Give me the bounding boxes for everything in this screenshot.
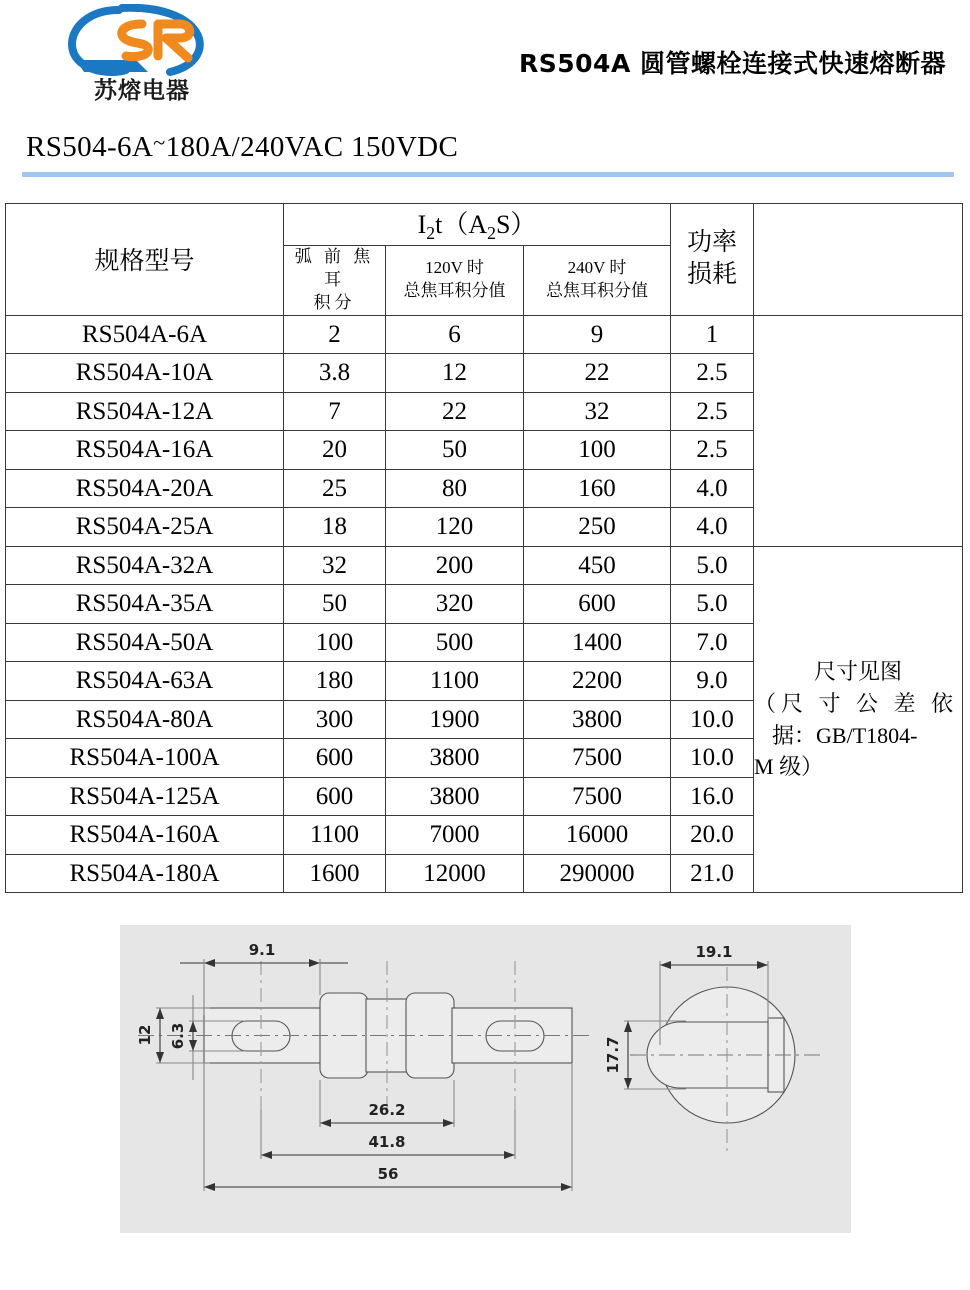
i2t-exp2: 2 <box>487 223 496 244</box>
cell-power-value: 5.0 <box>671 546 754 585</box>
cell-240v-value: 32 <box>524 392 671 431</box>
power-loss-line2: 损耗 <box>687 261 738 289</box>
cell-120v-value: 1900 <box>386 700 524 739</box>
cell-power-value: 2.5 <box>671 431 754 470</box>
v120-line2: 总焦耳积分值 <box>403 281 506 301</box>
pre-arc-line1: 弧 前 焦 耳 <box>294 247 375 289</box>
cell-power-value: 9.0 <box>671 662 754 701</box>
v120-line1: 120V 时 <box>425 258 484 278</box>
table-row <box>6 546 963 585</box>
product-range-subtitle <box>26 130 458 164</box>
cell-power-value: 4.0 <box>671 508 754 547</box>
cell-pre-arc-value: 1600 <box>284 854 386 893</box>
cell-pre-arc-value: 1100 <box>284 816 386 855</box>
dimension-note-line2: （尺 寸 公 差 依 <box>754 690 959 716</box>
cell-model-value: RS504A-63A <box>6 662 284 701</box>
v240-line2: 总焦耳积分值 <box>546 281 649 301</box>
pre-arc-line2: 积分 <box>313 292 356 312</box>
page-title: RS504A 圆管螺栓连接式快速熔断器 <box>519 49 946 78</box>
cell-120v-value: 22 <box>386 392 524 431</box>
cell-120v-value: 50 <box>386 431 524 470</box>
cell-pre-arc-value: 3.8 <box>284 354 386 393</box>
cell-power-value: 2.5 <box>671 392 754 431</box>
table-row <box>6 315 963 354</box>
cell-240v-value: 160 <box>524 469 671 508</box>
cell-model-value: RS504A-160A <box>6 816 284 855</box>
dim-label-19-1: 19.1 <box>695 943 733 961</box>
cell-pre-arc-value: 300 <box>284 700 386 739</box>
dimension-note-line1: 尺寸见图 <box>814 658 903 684</box>
power-loss-line1: 功率 <box>687 228 738 256</box>
cell-pre-arc-value: 600 <box>284 777 386 816</box>
cell-240v-value: 16000 <box>524 816 671 855</box>
cell-240v-value: 2200 <box>524 662 671 701</box>
cell-pre-arc-value: 20 <box>284 431 386 470</box>
front-view <box>138 961 590 1110</box>
i2t-end: S） <box>495 210 537 240</box>
dim-label-9-1: 9.1 <box>248 941 276 959</box>
i2t-mid: t（A <box>435 210 488 240</box>
cell-model-value: RS504A-50A <box>6 623 284 662</box>
cell-120v-value: 12000 <box>386 854 524 893</box>
i2t-exp1: 2 <box>426 223 436 244</box>
col-header-240v <box>524 246 671 316</box>
dim-label-56: 56 <box>377 1165 399 1183</box>
cell-model-value: RS504A-10A <box>6 354 284 393</box>
subtitle-prefix: RS504-6A <box>26 131 154 163</box>
cell-model-value: RS504A-32A <box>6 546 284 585</box>
col-header-120v <box>386 246 524 316</box>
header-divider <box>22 172 954 177</box>
cell-model-value: RS504A-35A <box>6 585 284 624</box>
col-header-pre-arc <box>284 246 386 316</box>
cell-pre-arc-value: 18 <box>284 508 386 547</box>
dim-label-6-3: 6.3 <box>169 1022 187 1050</box>
table-body <box>6 315 963 893</box>
cell-model-value: RS504A-12A <box>6 392 284 431</box>
cell-power-value: 1 <box>671 315 754 354</box>
cell-pre-arc-value: 100 <box>284 623 386 662</box>
end-view <box>630 967 820 1153</box>
cell-pre-arc-value: 600 <box>284 739 386 778</box>
cell-120v-value: 320 <box>386 585 524 624</box>
cell-model-value: RS504A-80A <box>6 700 284 739</box>
cell-120v-value: 1100 <box>386 662 524 701</box>
company-name: 苏熔电器 <box>94 78 190 104</box>
cell-240v-value: 290000 <box>524 854 671 893</box>
cell-240v-value: 7500 <box>524 777 671 816</box>
cell-power-value: 2.5 <box>671 354 754 393</box>
cell-120v-value: 3800 <box>386 739 524 778</box>
cell-120v-value: 7000 <box>386 816 524 855</box>
cell-120v-value: 200 <box>386 546 524 585</box>
cell-120v-value: 500 <box>386 623 524 662</box>
dim-56 <box>204 1063 572 1191</box>
specification-table <box>5 203 963 893</box>
subtitle-suffix: 180A/240VAC 150VDC <box>165 131 459 163</box>
cell-240v-value: 7500 <box>524 739 671 778</box>
col-header-model: 规格型号 <box>6 204 284 316</box>
cell-120v-value: 80 <box>386 469 524 508</box>
dimension-note <box>754 546 963 893</box>
cell-model-value: RS504A-125A <box>6 777 284 816</box>
dimension-note-line3: 据：GB/T1804- <box>772 722 918 748</box>
note-cell-spacer-top <box>754 315 963 546</box>
v240-line1: 240V 时 <box>567 258 627 278</box>
cell-model-value: RS504A-25A <box>6 508 284 547</box>
cell-model-value: RS504A-180A <box>6 854 284 893</box>
dim-label-12: 12 <box>136 1024 154 1046</box>
dim-label-17-7: 17.7 <box>604 1036 622 1074</box>
cell-240v-value: 450 <box>524 546 671 585</box>
cell-model-value: RS504A-16A <box>6 431 284 470</box>
cell-120v-value: 12 <box>386 354 524 393</box>
page-header <box>0 0 970 120</box>
cell-240v-value: 22 <box>524 354 671 393</box>
cell-pre-arc-value: 32 <box>284 546 386 585</box>
col-header-i2t-group <box>284 204 671 246</box>
cell-240v-value: 250 <box>524 508 671 547</box>
cell-120v-value: 120 <box>386 508 524 547</box>
cell-240v-value: 1400 <box>524 623 671 662</box>
dimension-drawing-panel <box>120 925 851 1233</box>
cell-model-value: RS504A-20A <box>6 469 284 508</box>
cell-pre-arc-value: 180 <box>284 662 386 701</box>
cell-240v-value: 3800 <box>524 700 671 739</box>
cell-power-value: 16.0 <box>671 777 754 816</box>
cell-power-value: 10.0 <box>671 700 754 739</box>
col-header-power-loss <box>671 204 754 316</box>
cell-power-value: 21.0 <box>671 854 754 893</box>
dim-label-41-8: 41.8 <box>368 1133 406 1151</box>
i2t-i: I <box>417 210 427 240</box>
dimension-note-line4: M 级） <box>754 754 824 780</box>
cell-pre-arc-value: 50 <box>284 585 386 624</box>
cell-power-value: 5.0 <box>671 585 754 624</box>
company-logo <box>62 4 222 114</box>
cell-pre-arc-value: 25 <box>284 469 386 508</box>
cell-pre-arc-value: 7 <box>284 392 386 431</box>
cell-240v-value: 9 <box>524 315 671 354</box>
cell-model-value: RS504A-6A <box>6 315 284 354</box>
cell-power-value: 7.0 <box>671 623 754 662</box>
fuse-dimension-drawing <box>120 925 851 1233</box>
table-head <box>6 204 963 316</box>
cell-240v-value: 600 <box>524 585 671 624</box>
cell-model-value: RS504A-100A <box>6 739 284 778</box>
cell-power-value: 20.0 <box>671 816 754 855</box>
cell-240v-value: 100 <box>524 431 671 470</box>
dim-26-2 <box>320 1080 454 1127</box>
note-header-spacer <box>754 204 963 316</box>
cell-pre-arc-value: 2 <box>284 315 386 354</box>
subtitle-tilde: ~ <box>153 130 166 155</box>
cell-120v-value: 6 <box>386 315 524 354</box>
cell-120v-value: 3800 <box>386 777 524 816</box>
dim-label-26-2: 26.2 <box>368 1101 406 1119</box>
sr-monogram-logo-icon <box>62 4 222 76</box>
cell-power-value: 10.0 <box>671 739 754 778</box>
cell-power-value: 4.0 <box>671 469 754 508</box>
header-row-top <box>6 204 963 246</box>
